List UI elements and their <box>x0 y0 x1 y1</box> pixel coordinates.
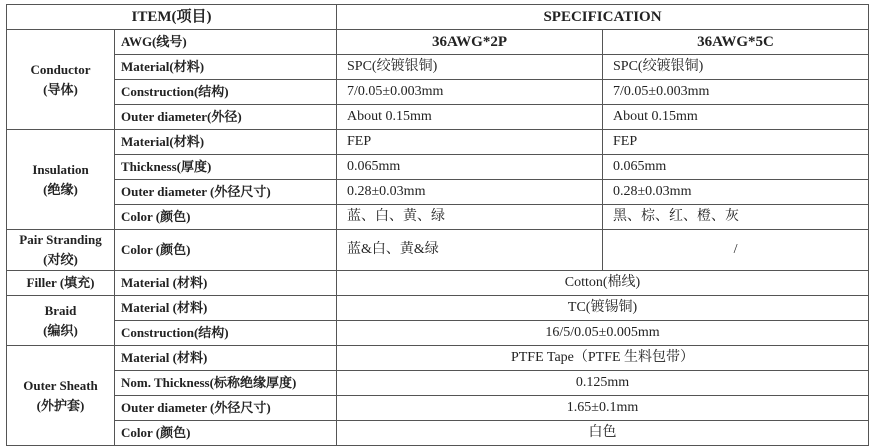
conductor-construction-label: Construction(结构) <box>115 80 337 105</box>
insulation-color-label: Color (颜色) <box>115 205 337 230</box>
filler-material-label: Material (材料) <box>115 271 337 296</box>
insulation-od-a: 0.28±0.03mm <box>337 180 603 205</box>
conductor-od-row <box>7 105 869 130</box>
sheath-material-label: Material (材料) <box>115 346 337 371</box>
group-insulation-cn: (绝缘) <box>43 181 78 197</box>
conductor-construction-b: 7/0.05±0.003mm <box>603 80 869 105</box>
conductor-material-a: SPC(绞镀银铜) <box>337 55 603 80</box>
insulation-od-b: 0.28±0.03mm <box>603 180 869 205</box>
conductor-material-b: SPC(绞镀银铜) <box>603 55 869 80</box>
conductor-od-label: Outer diameter(外径) <box>115 105 337 130</box>
insulation-od-row <box>7 180 869 205</box>
sheath-od: 1.65±0.1mm <box>337 396 869 421</box>
pair-stranding-color-b: / <box>603 230 869 271</box>
insulation-color-row <box>7 205 869 230</box>
insulation-material-row <box>7 130 869 155</box>
insulation-material-a: FEP <box>337 130 603 155</box>
group-conductor <box>7 30 115 130</box>
insulation-color-a: 蓝、白、黄、绿 <box>337 205 603 230</box>
conductor-od-a: About 0.15mm <box>337 105 603 130</box>
sheath-thickness-row <box>7 371 869 396</box>
sheath-color-row <box>7 421 869 446</box>
insulation-thickness-a: 0.065mm <box>337 155 603 180</box>
group-braid-en: Braid <box>44 302 77 318</box>
filler-row <box>7 271 869 296</box>
group-filler: Filler (填充) <box>7 271 115 296</box>
group-outer-sheath-en: Outer Sheath <box>23 377 98 393</box>
conductor-awg-label: AWG(线号) <box>115 30 337 55</box>
conductor-awg-a: 36AWG*2P <box>337 30 603 55</box>
conductor-material-label: Material(材料) <box>115 55 337 80</box>
braid-material: TC(镀锡铜) <box>337 296 869 321</box>
sheath-thickness: 0.125mm <box>337 371 869 396</box>
insulation-material-label: Material(材料) <box>115 130 337 155</box>
conductor-od-b: About 0.15mm <box>603 105 869 130</box>
sheath-material: PTFE Tape（PTFE 生料包带） <box>337 346 869 371</box>
sheath-material-row <box>7 346 869 371</box>
group-insulation-en: Insulation <box>32 161 89 177</box>
sheath-od-row <box>7 396 869 421</box>
insulation-od-label: Outer diameter (外径尺寸) <box>115 180 337 205</box>
header-item: ITEM(项目) <box>7 5 337 30</box>
sheath-thickness-label: Nom. Thickness(标称绝缘厚度) <box>115 371 337 396</box>
group-braid <box>7 296 115 346</box>
group-outer-sheath-cn: (外护套) <box>36 397 85 413</box>
conductor-awg-row <box>7 30 869 55</box>
pair-stranding-color-label: Color (颜色) <box>115 230 337 271</box>
header-row <box>7 5 869 30</box>
conductor-construction-row <box>7 80 869 105</box>
group-pair-stranding-cn: (对绞) <box>43 252 78 267</box>
spec-table <box>6 4 869 446</box>
insulation-color-b: 黑、棕、红、橙、灰 <box>603 205 869 230</box>
filler-material: Cotton(棉线) <box>337 271 869 296</box>
sheath-od-label: Outer diameter (外径尺寸) <box>115 396 337 421</box>
braid-construction-row <box>7 321 869 346</box>
insulation-thickness-row <box>7 155 869 180</box>
braid-material-label: Material (材料) <box>115 296 337 321</box>
conductor-awg-b: 36AWG*5C <box>603 30 869 55</box>
group-pair-stranding-en: Pair Stranding <box>19 232 102 247</box>
braid-construction-label: Construction(结构) <box>115 321 337 346</box>
header-specification: SPECIFICATION <box>337 5 869 30</box>
sheath-color-label: Color (颜色) <box>115 421 337 446</box>
conductor-construction-a: 7/0.05±0.003mm <box>337 80 603 105</box>
conductor-material-row <box>7 55 869 80</box>
pair-stranding-color-a: 蓝&白、黄&绿 <box>337 230 603 271</box>
group-conductor-cn: (导体) <box>43 81 78 97</box>
insulation-material-b: FEP <box>603 130 869 155</box>
sheath-color: 白色 <box>337 421 869 446</box>
group-outer-sheath <box>7 346 115 446</box>
group-conductor-en: Conductor <box>30 61 91 77</box>
group-pair-stranding <box>7 230 115 271</box>
braid-material-row <box>7 296 869 321</box>
group-insulation <box>7 130 115 230</box>
group-braid-cn: (编织) <box>43 322 78 338</box>
spec-table-wrapper <box>6 4 869 446</box>
insulation-thickness-b: 0.065mm <box>603 155 869 180</box>
braid-construction: 16/5/0.05±0.005mm <box>337 321 869 346</box>
insulation-thickness-label: Thickness(厚度) <box>115 155 337 180</box>
pair-stranding-row <box>7 230 869 271</box>
